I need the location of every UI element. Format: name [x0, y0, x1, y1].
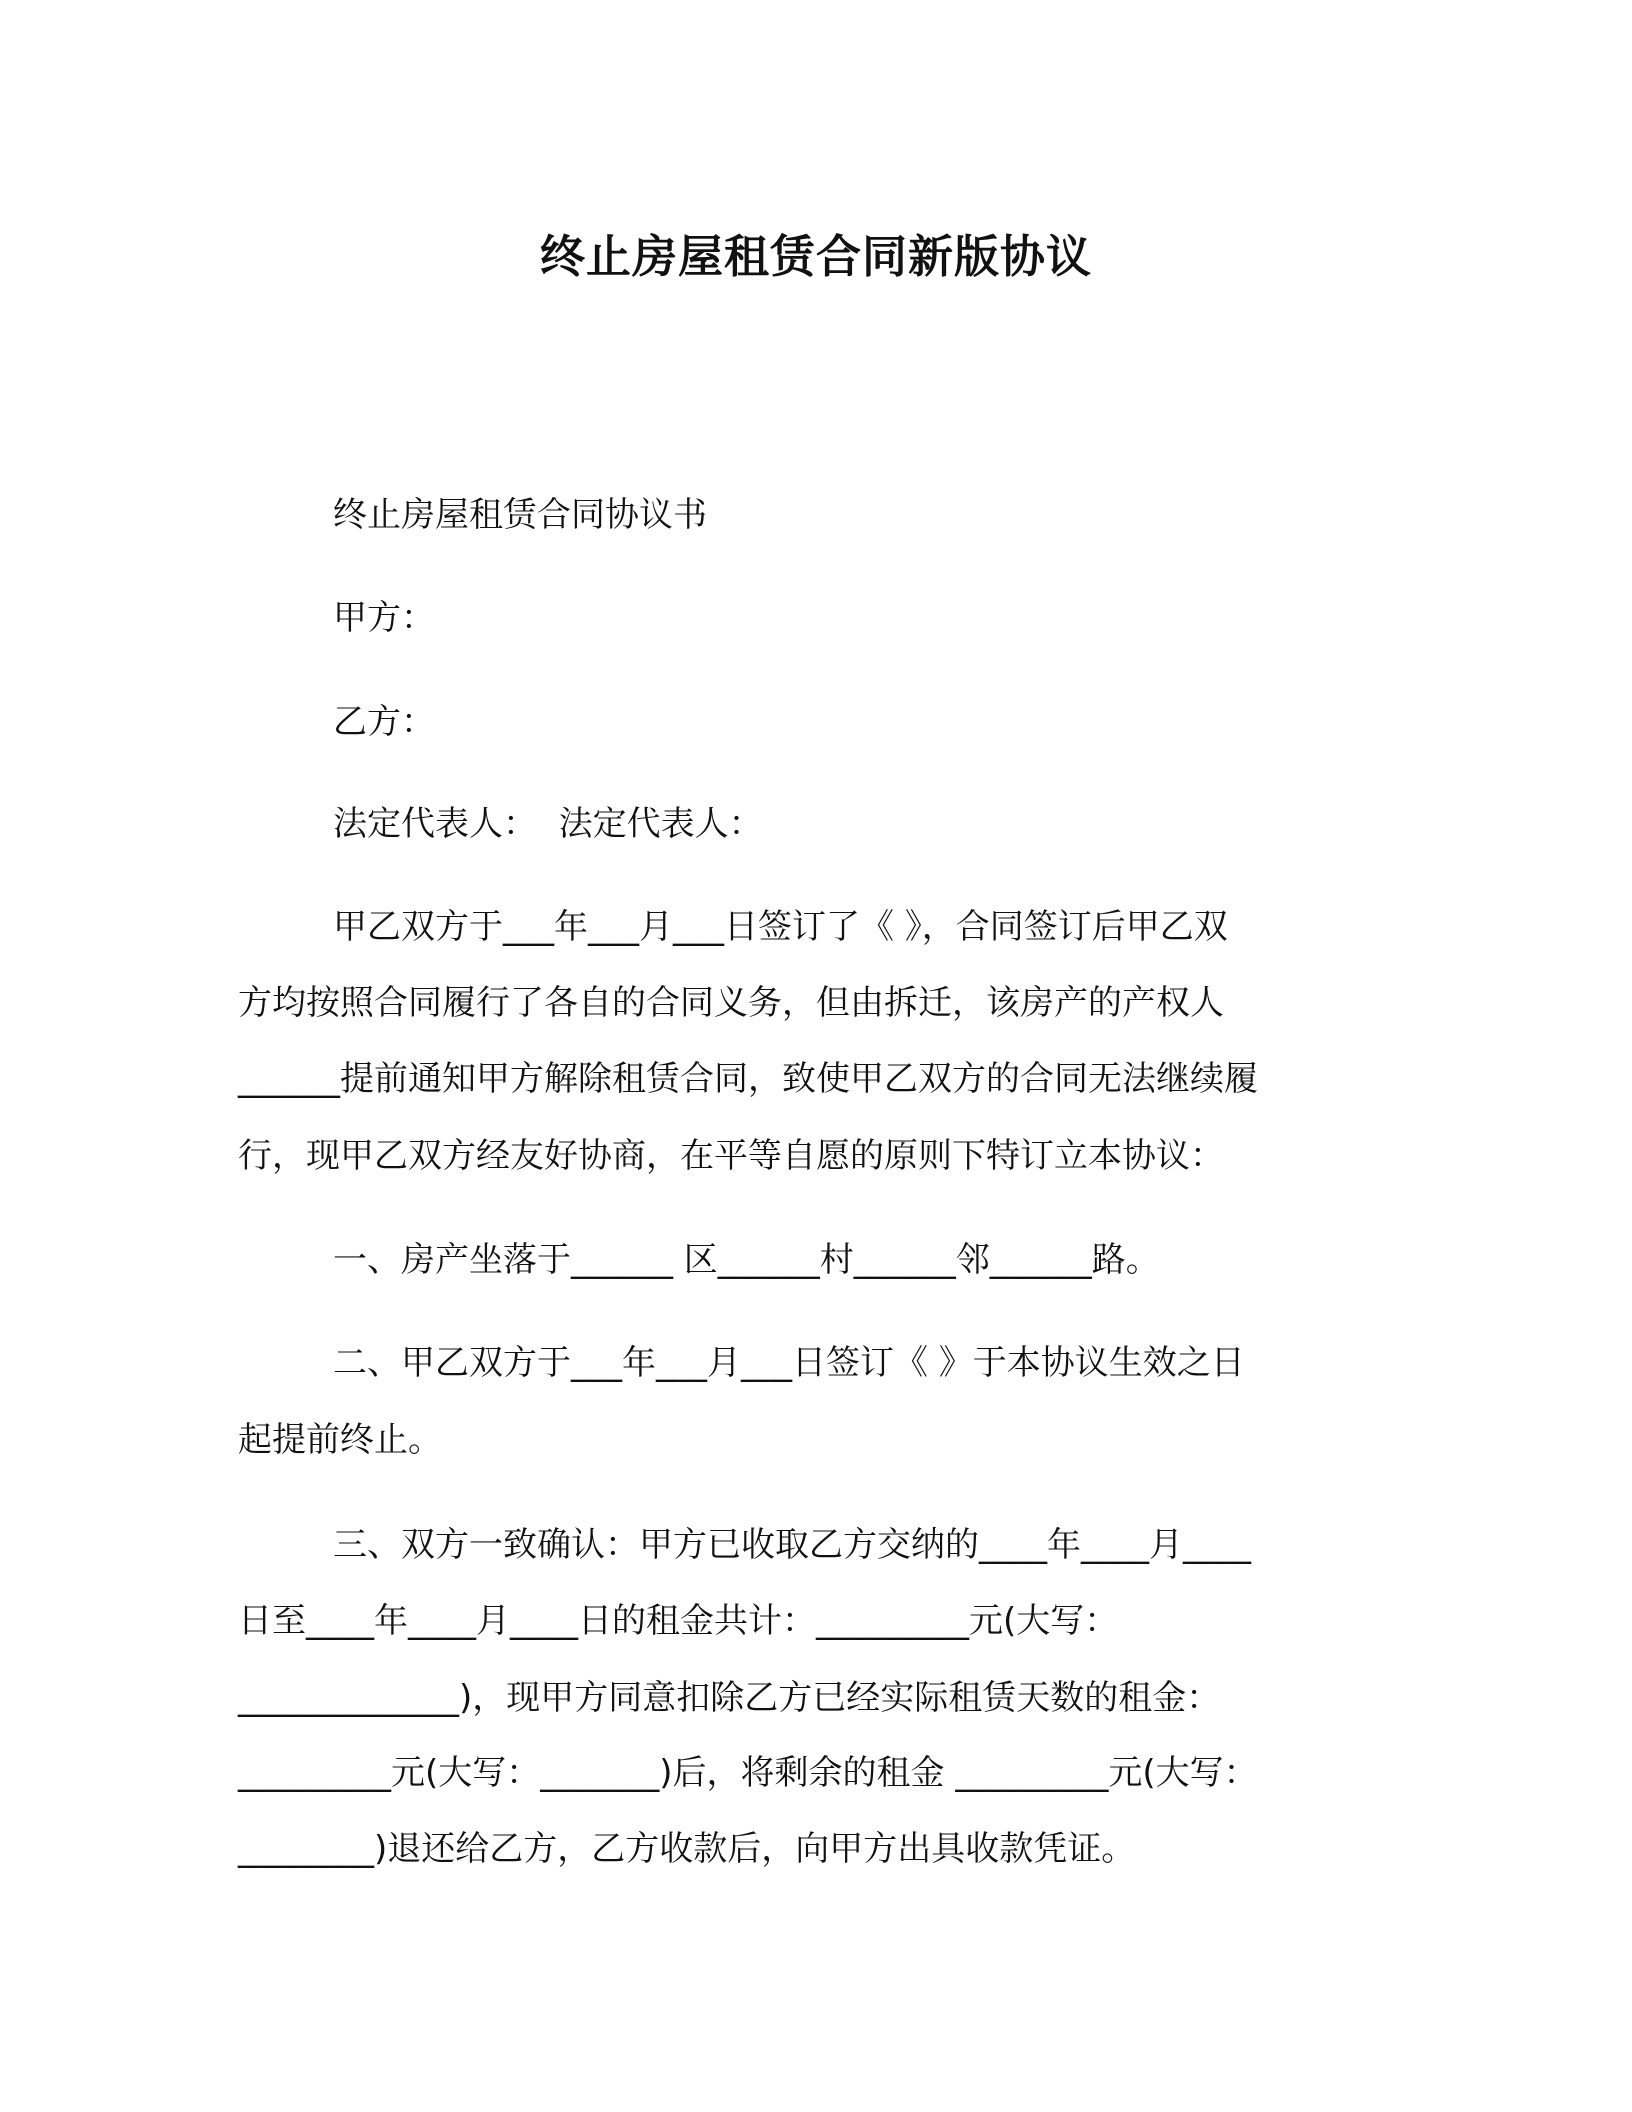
clause-3-line: 三、双方一致确认：甲方已收取乙方交纳的____年____月____ — [333, 1525, 1251, 1565]
intro-line: 方均按照合同履行了各自的合同义务，但由拆迁，该房产的产权人 — [238, 983, 1224, 1023]
clause-3-line: _________元(大写：_______)后，将剩余的租金 _________元(大写： — [238, 1753, 1258, 1793]
clause-3-line: _____________)，现甲方同意扣除乙方已经实际租赁天数的租金： — [238, 1678, 1221, 1718]
intro-line: 行，现甲乙双方经友好协商，在平等自愿的原则下特订立本协议： — [238, 1136, 1224, 1176]
party-a-label: 甲方： — [333, 598, 435, 638]
clause-3-line: ________)退还给乙方，乙方收款后，向甲方出具收款凭证。 — [238, 1829, 1136, 1869]
document-title: 终止房屋租赁合同新版协议 — [539, 230, 1092, 283]
clause-3-line: 日至____年____月____日的租金共计：_________元(大写： — [238, 1601, 1119, 1641]
clause-2-line: 二、甲乙双方于___年___月___日签订《 》于本协议生效之日 — [333, 1343, 1245, 1383]
intro-line: ______提前通知甲方解除租赁合同，致使甲乙双方的合同无法继续履 — [238, 1059, 1258, 1099]
legal-representative-label: 法定代表人： 法定代表人： — [333, 804, 763, 844]
intro-line: 甲乙双方于___年___月___日签订了《 》，合同签订后甲乙双 — [333, 907, 1228, 947]
clause-1: 一、房产坐落于______ 区______村______邻______路。 — [333, 1240, 1160, 1280]
clause-2-line: 起提前终止。 — [238, 1420, 442, 1460]
document-subtitle: 终止房屋租赁合同协议书 — [333, 495, 707, 535]
party-b-label: 乙方： — [333, 702, 435, 742]
